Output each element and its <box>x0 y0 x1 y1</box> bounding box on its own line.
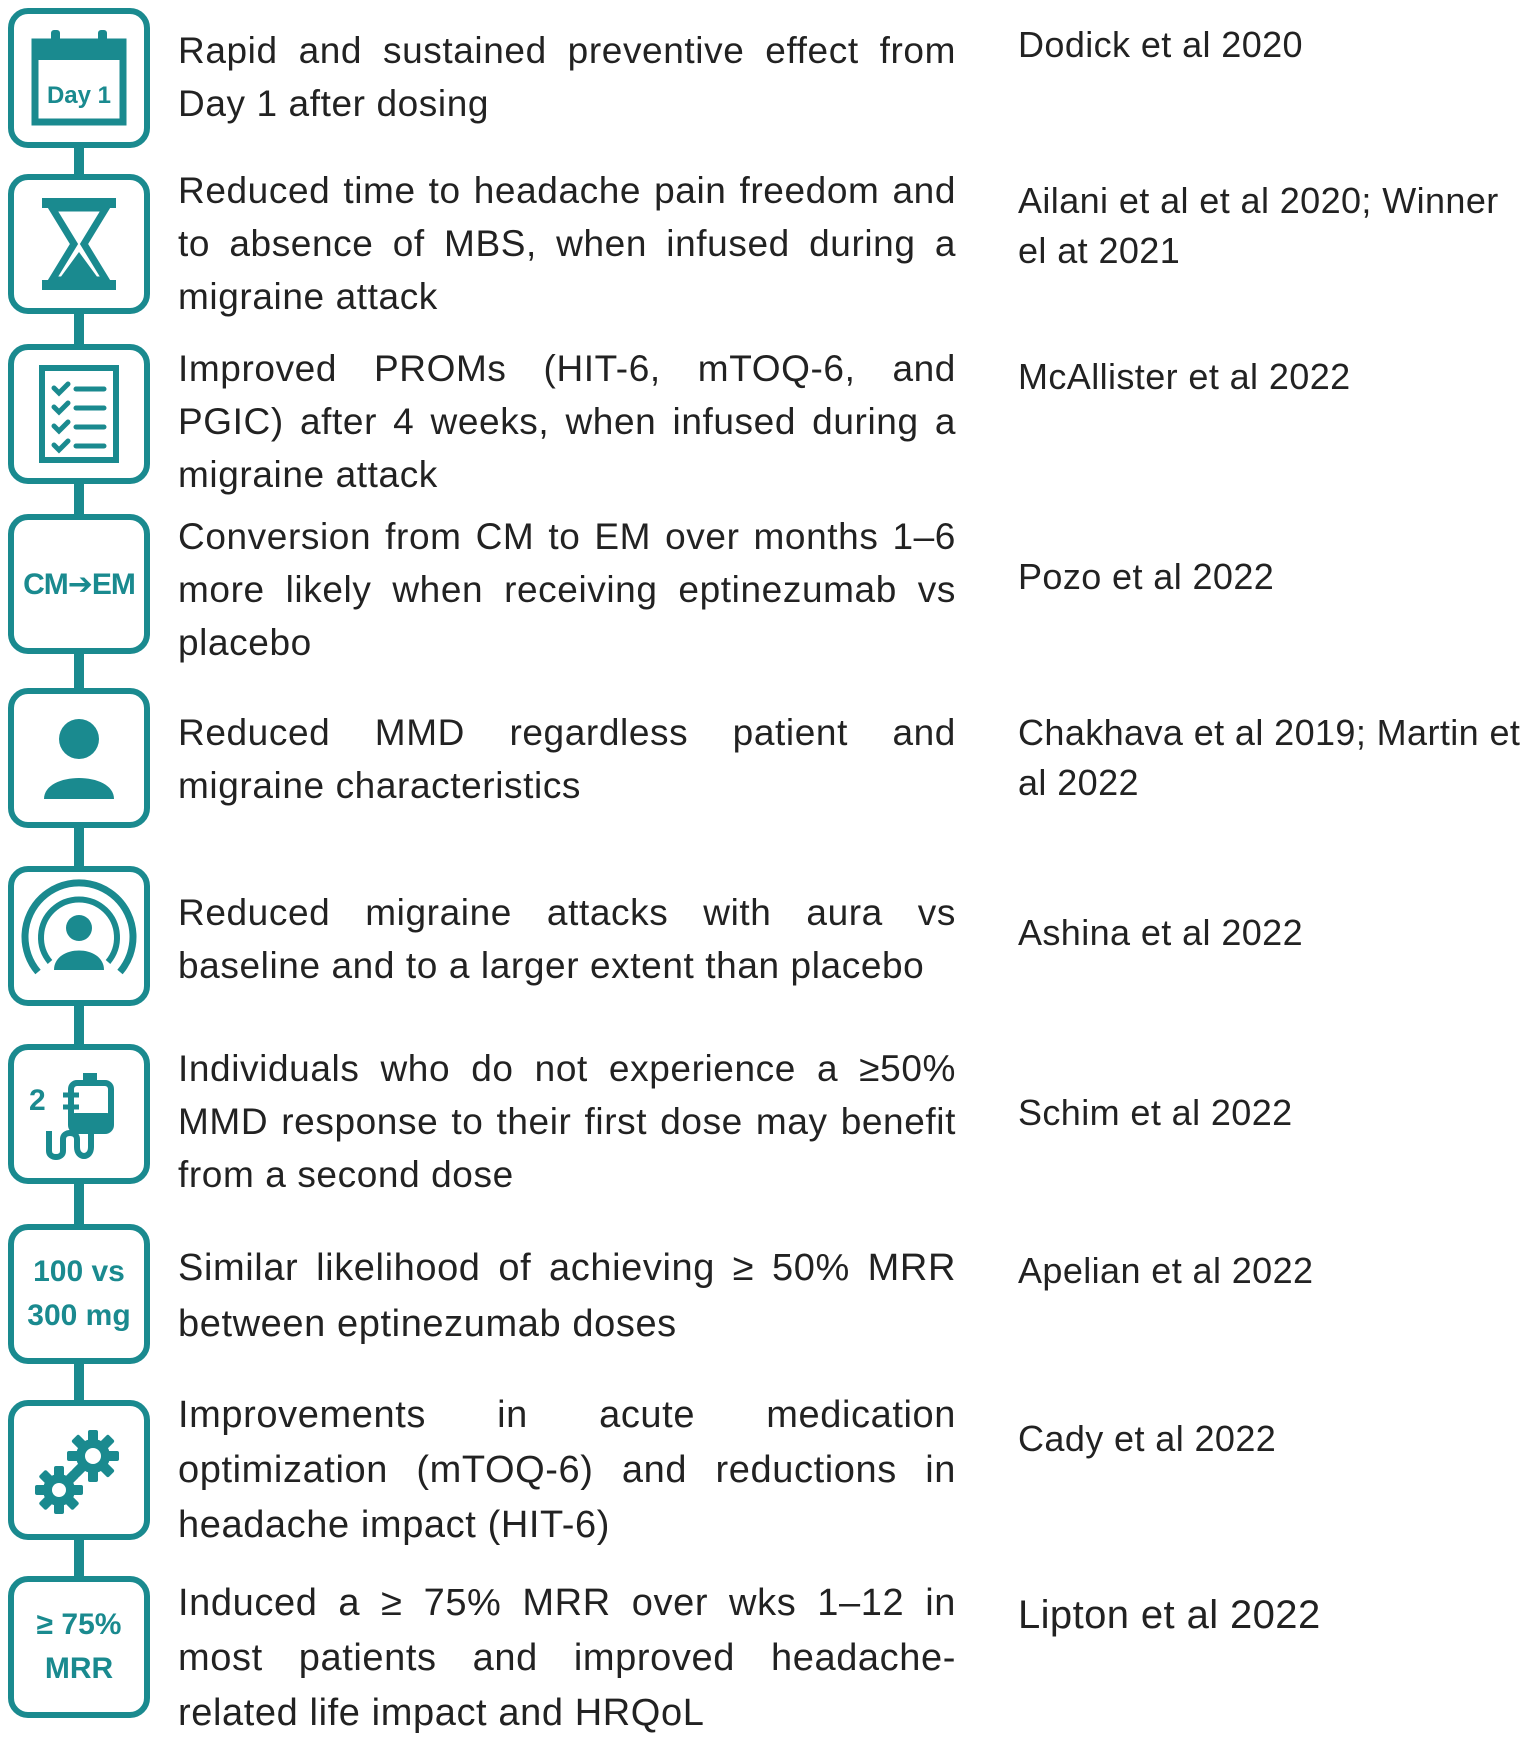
hourglass-icon <box>34 194 124 294</box>
row-reference: Chakhava et al 2019; Martin et al 2022 <box>1018 712 1521 803</box>
checklist-icon <box>34 362 124 466</box>
row-icon-box <box>8 1576 150 1718</box>
row-description: Rapid and sustained preventive effect from Day 1 after dosing <box>178 30 956 124</box>
row-reference: McAllister et al 2022 <box>1018 356 1351 397</box>
gears-icon <box>29 1420 129 1520</box>
row-description: Reduced MMD regardless patient and migraine characteristics <box>178 712 956 806</box>
row-description: Induced a ≥ 75% MRR over wks 1–12 in most patients and improved headache-related life impact and HRQoL <box>178 1582 956 1734</box>
mrr-label-icon: ≥ 75% MRR <box>36 1608 122 1685</box>
person-icon <box>34 713 124 803</box>
row-reference: Cady et al 2022 <box>1018 1418 1277 1459</box>
row-icon-box <box>8 866 150 1006</box>
calendar-icon <box>29 28 129 128</box>
row-icon-box <box>8 688 150 828</box>
row-icon-box <box>8 174 150 314</box>
row-reference: Lipton et al 2022 <box>1018 1593 1321 1637</box>
row-reference: Schim et al 2022 <box>1018 1092 1293 1133</box>
row-description: Reduced migraine attacks with aura vs baseline and to a larger extent than placebo <box>178 892 956 986</box>
row-description: Improved PROMs (HIT-6, mTOQ-6, and PGIC) after 4 weeks, when infused during a migraine attack <box>178 348 956 495</box>
infusion-bag-icon <box>19 1059 139 1169</box>
calendar-day-label: Day 1 <box>46 82 112 109</box>
row-description: Improvements in acute medication optimization (mTOQ-6) and reductions in headache impact (HIT-6) <box>178 1394 956 1546</box>
row-icon-box <box>8 344 150 484</box>
row-icon-box <box>8 514 150 654</box>
row-description: Reduced time to headache pain freedom and to absence of MBS, when infused during a migraine attack <box>178 170 956 317</box>
row-description: Individuals who do not experience a ≥50% MMD response to their first dose may benefit from a second dose <box>178 1048 956 1195</box>
dose-label-icon: 100 vs 300 mg <box>27 1255 131 1332</box>
row-reference: Dodick et al 2020 <box>1018 24 1303 65</box>
row-reference: Apelian et al 2022 <box>1018 1250 1314 1291</box>
row-icon-box <box>8 1044 150 1184</box>
row-reference: Pozo et al 2022 <box>1018 556 1275 597</box>
row-reference: Ailani et al et al 2020; Winner el at 2021 <box>1018 180 1499 271</box>
person-aura-icon <box>16 874 142 998</box>
conversion-icon: CM➔EM <box>23 567 135 601</box>
row-description: Similar likelihood of achieving ≥ 50% MRR between eptinezumab doses <box>178 1247 956 1345</box>
row-reference: Ashina et al 2022 <box>1018 912 1304 953</box>
row-icon-box <box>8 8 150 148</box>
row-icon-box <box>8 1224 150 1364</box>
row-icon-box <box>8 1400 150 1540</box>
dose-number: 2 <box>29 1084 46 1117</box>
row-description: Conversion from CM to EM over months 1–6 more likely when receiving eptinezumab vs placebo <box>178 516 956 663</box>
